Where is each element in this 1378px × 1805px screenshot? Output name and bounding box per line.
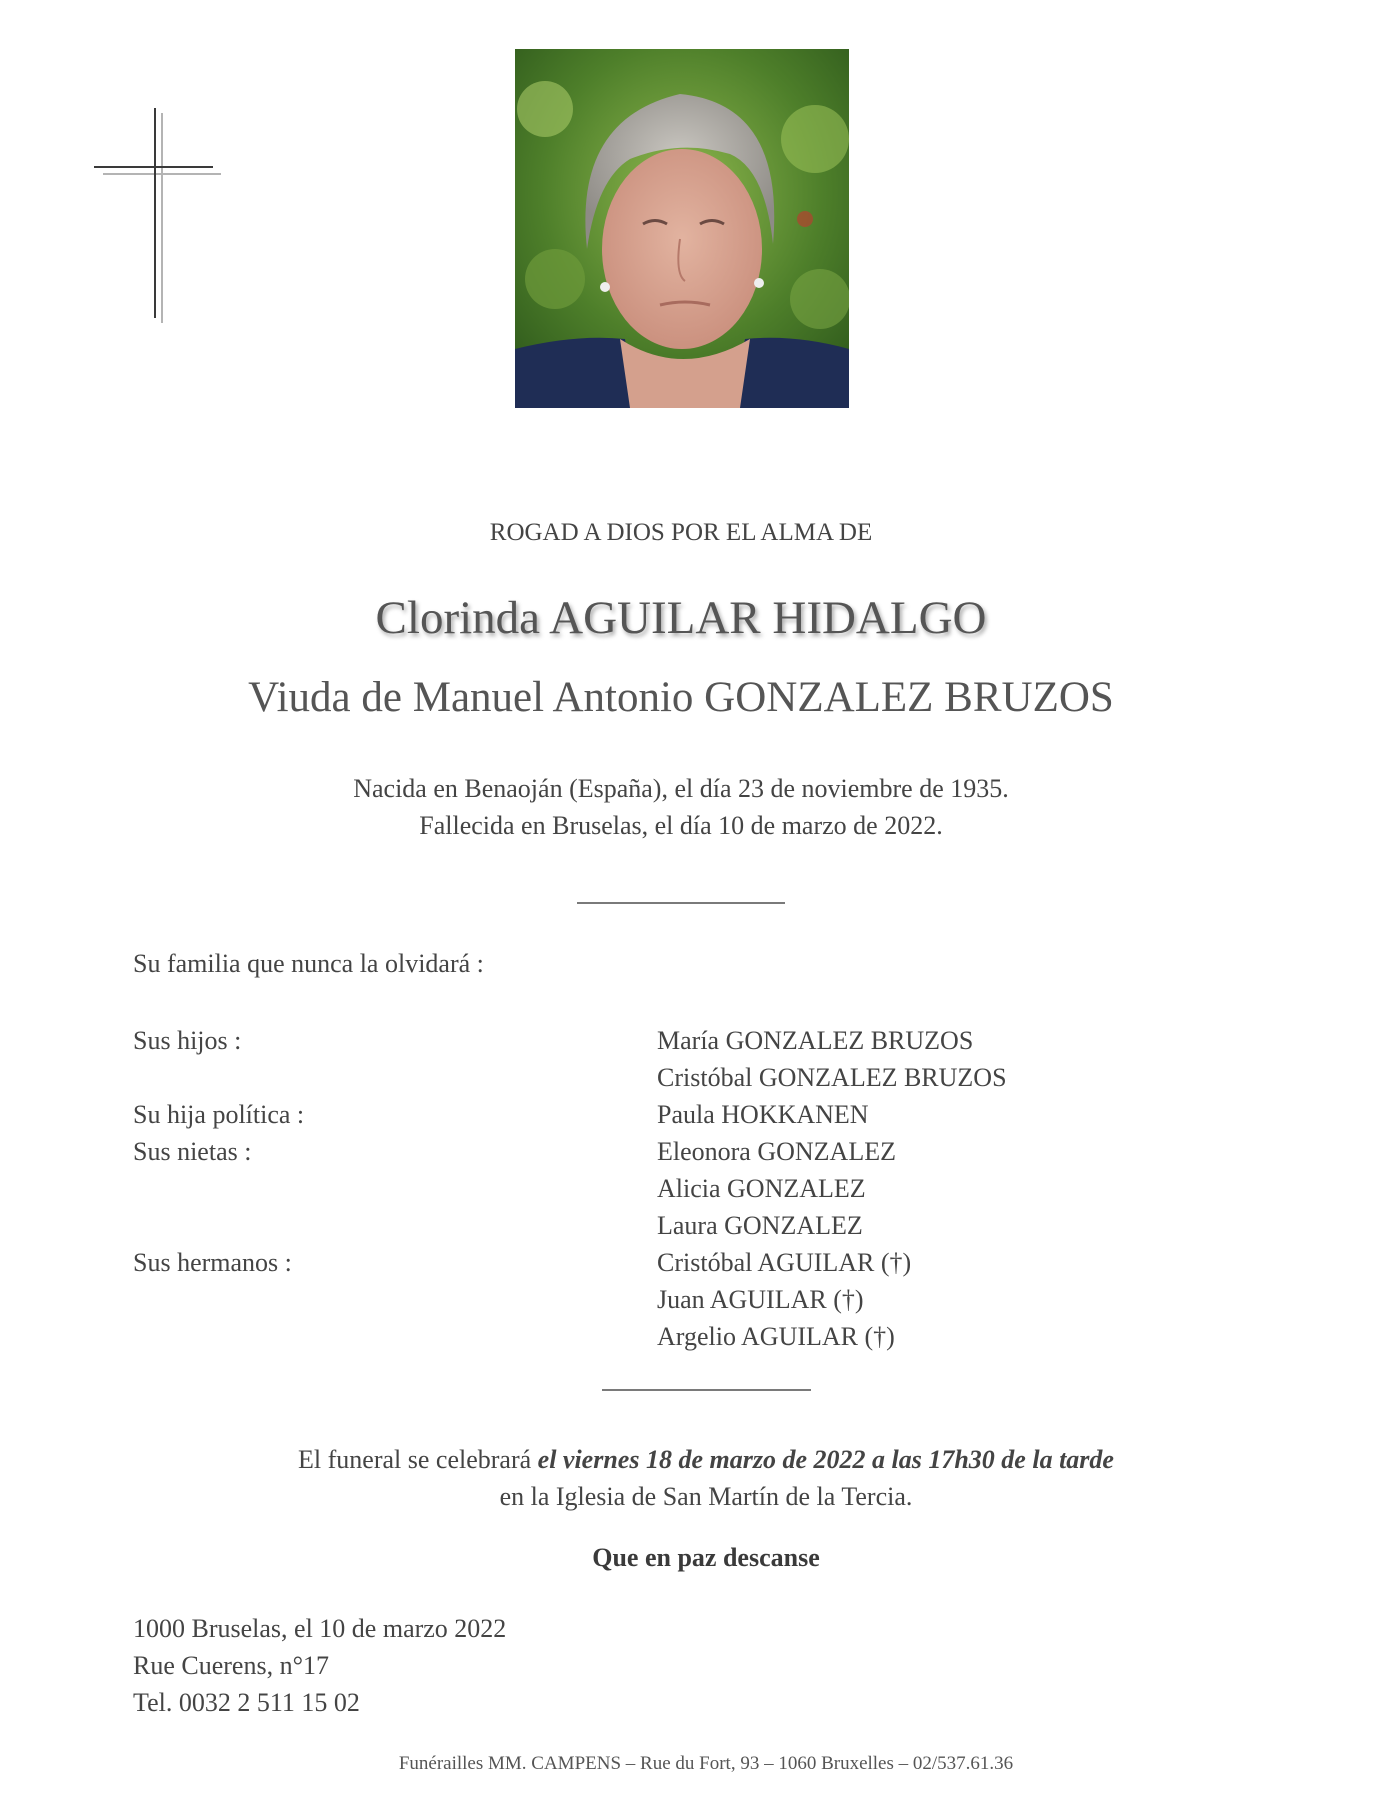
- cross-vertical: [154, 108, 156, 318]
- address-block: [133, 1610, 506, 1721]
- separator-rule-bottom: [602, 1389, 811, 1391]
- address-street-line: Rue Cuerens, n°17: [133, 1651, 329, 1680]
- cross-icon: [90, 105, 230, 327]
- address-phone-line: Tel. 0032 2 511 15 02: [133, 1688, 360, 1717]
- funeral-when-line: [0, 1441, 1378, 1478]
- family-member-name: Laura GONZALEZ: [657, 1211, 863, 1240]
- portrait-photo: [515, 49, 849, 408]
- separator-rule-top: [577, 902, 785, 904]
- family-row: [133, 1318, 1007, 1355]
- spouse-line: Viuda de Manuel Antonio GONZALEZ BRUZOS: [248, 674, 1114, 721]
- funeral-place: en la Iglesia de San Martín de la Tercia.: [499, 1482, 913, 1511]
- family-member-name: Eleonora GONZALEZ: [657, 1137, 896, 1166]
- rest-in-peace: Que en paz descanse: [592, 1543, 820, 1572]
- address-date-line: 1000 Bruselas, el 10 de marzo 2022: [133, 1614, 507, 1643]
- life-dates: [0, 770, 1362, 844]
- family-row: [133, 1281, 1007, 1318]
- family-relation-label: [133, 1281, 657, 1318]
- family-member-name: Paula HOKKANEN: [657, 1100, 869, 1129]
- family-relation-label: Su hija política :: [133, 1100, 305, 1129]
- family-member-name: Alicia GONZALEZ: [657, 1174, 866, 1203]
- family-row: [133, 1096, 1007, 1133]
- cross-shadow-vertical: [161, 113, 163, 323]
- family-relation-label: Sus hijos :: [133, 1026, 242, 1055]
- family-member-name: Juan AGUILAR (†): [657, 1285, 864, 1314]
- funeral-home-footer: Funérailles MM. CAMPENS – Rue du Fort, 93 – 1060 Bruxelles – 02/537.61.36: [398, 1753, 1014, 1774]
- family-member-name: Cristóbal GONZALEZ BRUZOS: [657, 1063, 1007, 1092]
- family-member-name: Argelio AGUILAR (†): [657, 1322, 895, 1351]
- family-intro: Su familia que nunca la olvidará :: [133, 949, 484, 978]
- birth-line: Nacida en Benaoján (España), el día 23 de noviembre de 1935.: [353, 774, 1009, 803]
- family-relation-label: [133, 1207, 657, 1244]
- family-relation-label: Sus nietas :: [133, 1137, 252, 1166]
- family-row: [133, 1244, 1007, 1281]
- family-relation-label: [133, 1059, 657, 1096]
- family-member-name: María GONZALEZ BRUZOS: [657, 1026, 974, 1055]
- cross-horizontal: [94, 166, 213, 168]
- death-line: Fallecida en Bruselas, el día 10 de marzo de 2022.: [419, 811, 943, 840]
- cross-shadow-horizontal: [103, 173, 221, 175]
- family-row: [133, 1059, 1007, 1096]
- prayer-heading: ROGAD A DIOS POR EL ALMA DE: [489, 519, 873, 546]
- family-row: [133, 1022, 1007, 1059]
- family-list: [133, 1022, 1007, 1355]
- family-relation-label: [133, 1318, 657, 1355]
- family-row: [133, 1207, 1007, 1244]
- funeral-prefix: El funeral se celebrará: [298, 1445, 538, 1474]
- family-row: [133, 1133, 1007, 1170]
- funeral-date-time: el viernes 18 de marzo de 2022 a las 17h30 de la tarde: [537, 1445, 1114, 1474]
- deceased-name: Clorinda AGUILAR HIDALGO: [375, 592, 987, 644]
- family-member-name: Cristóbal AGUILAR (†): [657, 1248, 912, 1277]
- family-relation-label: [133, 1170, 657, 1207]
- portrait-image: [515, 49, 849, 408]
- family-relation-label: Sus hermanos :: [133, 1248, 292, 1277]
- family-row: [133, 1170, 1007, 1207]
- funeral-notice: [0, 1441, 1378, 1515]
